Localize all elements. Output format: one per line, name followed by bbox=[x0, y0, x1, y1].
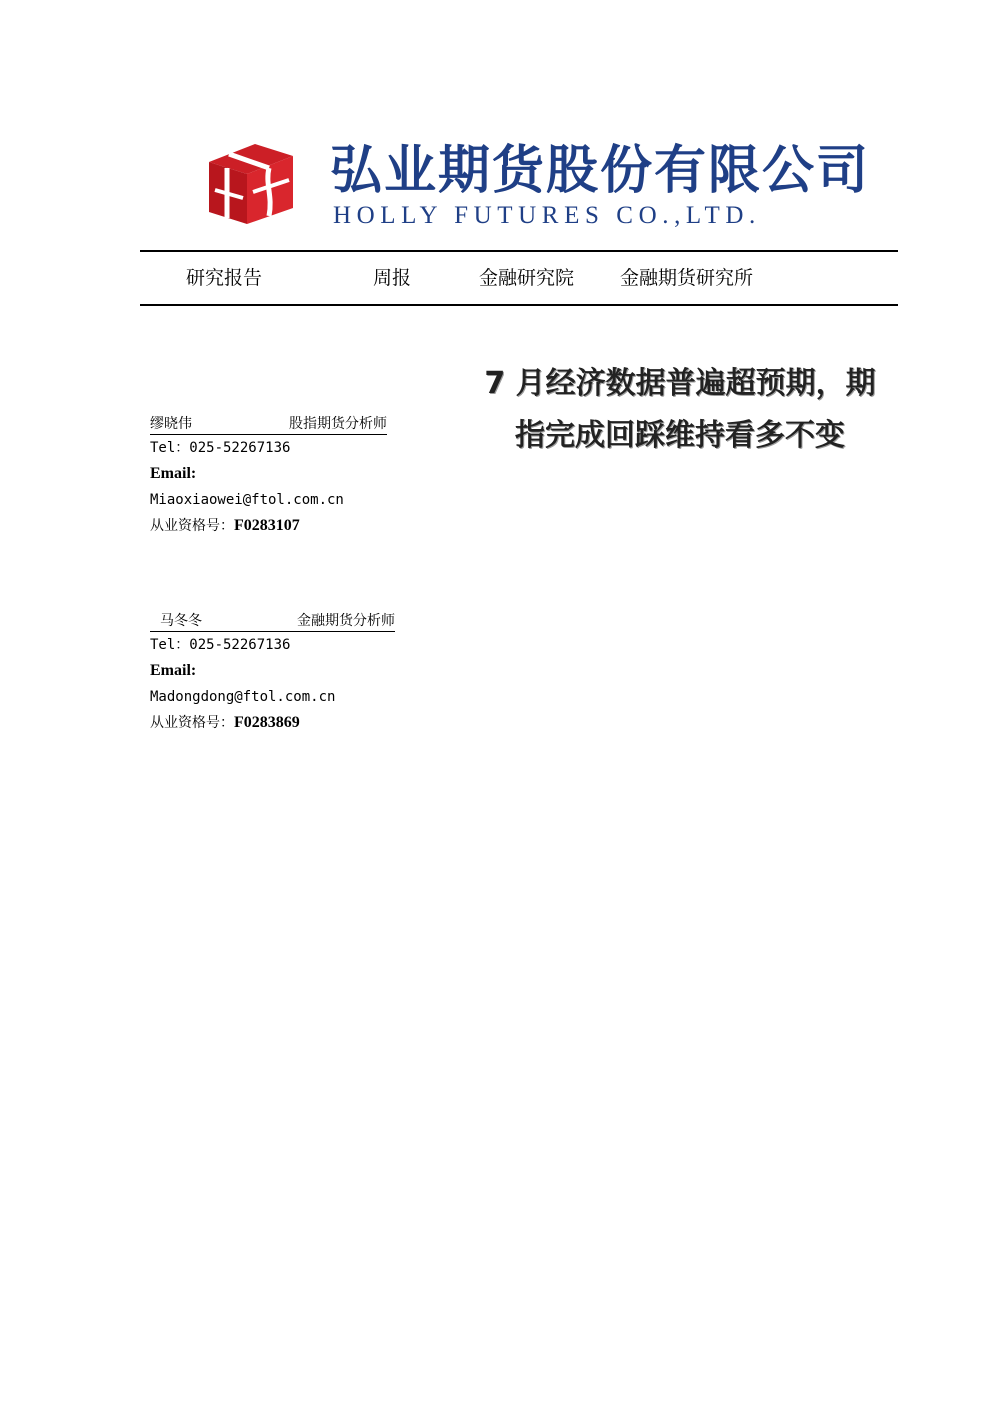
research-institute: 金融研究院 bbox=[479, 267, 575, 289]
analyst-card bbox=[150, 611, 410, 736]
header-bottom-rule bbox=[140, 304, 898, 306]
report-title-line-2: 指完成回踩维持看多不变 bbox=[515, 418, 845, 453]
analyst-cert-number: F0283107 bbox=[234, 517, 300, 534]
analyst-cert bbox=[150, 710, 410, 736]
analyst-email-label: Email: bbox=[150, 465, 197, 482]
holly-cube-logo-icon bbox=[205, 140, 297, 226]
company-name-cn: 弘业期货股份有限公司 bbox=[330, 141, 871, 201]
header-top-rule bbox=[140, 250, 898, 252]
report-title-line-1: 7 月经济数据普遍超预期，期 bbox=[484, 366, 876, 401]
analyst-email-link[interactable]: Madongdong@ftol.com.cn bbox=[150, 689, 336, 705]
analyst-email-label: Email: bbox=[150, 662, 197, 679]
analyst-cert-label: 从业资格号： bbox=[150, 518, 234, 534]
analyst-email-link[interactable]: Miaoxiaowei@ftol.com.cn bbox=[150, 492, 344, 508]
analyst-role: 股指期货分析师 bbox=[289, 416, 387, 432]
analyst-cert-number: F0283869 bbox=[234, 714, 300, 731]
analyst-tel: Tel：025-52267136 bbox=[150, 440, 291, 456]
analyst-name: 马冬冬 bbox=[160, 613, 202, 629]
research-department: 金融期货研究所 bbox=[620, 267, 754, 289]
analyst-cert-label: 从业资格号： bbox=[150, 715, 234, 731]
analyst-header bbox=[150, 611, 395, 632]
analyst-header bbox=[150, 414, 387, 435]
report-frequency: 周报 bbox=[373, 267, 412, 289]
analyst-tel: Tel：025-52267136 bbox=[150, 637, 291, 653]
analyst-name: 缪晓伟 bbox=[150, 416, 192, 432]
analyst-card bbox=[150, 414, 410, 539]
report-type: 研究报告 bbox=[186, 267, 263, 289]
company-logo bbox=[205, 140, 935, 230]
analyst-cert bbox=[150, 513, 410, 539]
company-name-en: HOLLY FUTURES CO.,LTD. bbox=[333, 202, 761, 229]
analyst-role: 金融期货分析师 bbox=[297, 613, 395, 629]
